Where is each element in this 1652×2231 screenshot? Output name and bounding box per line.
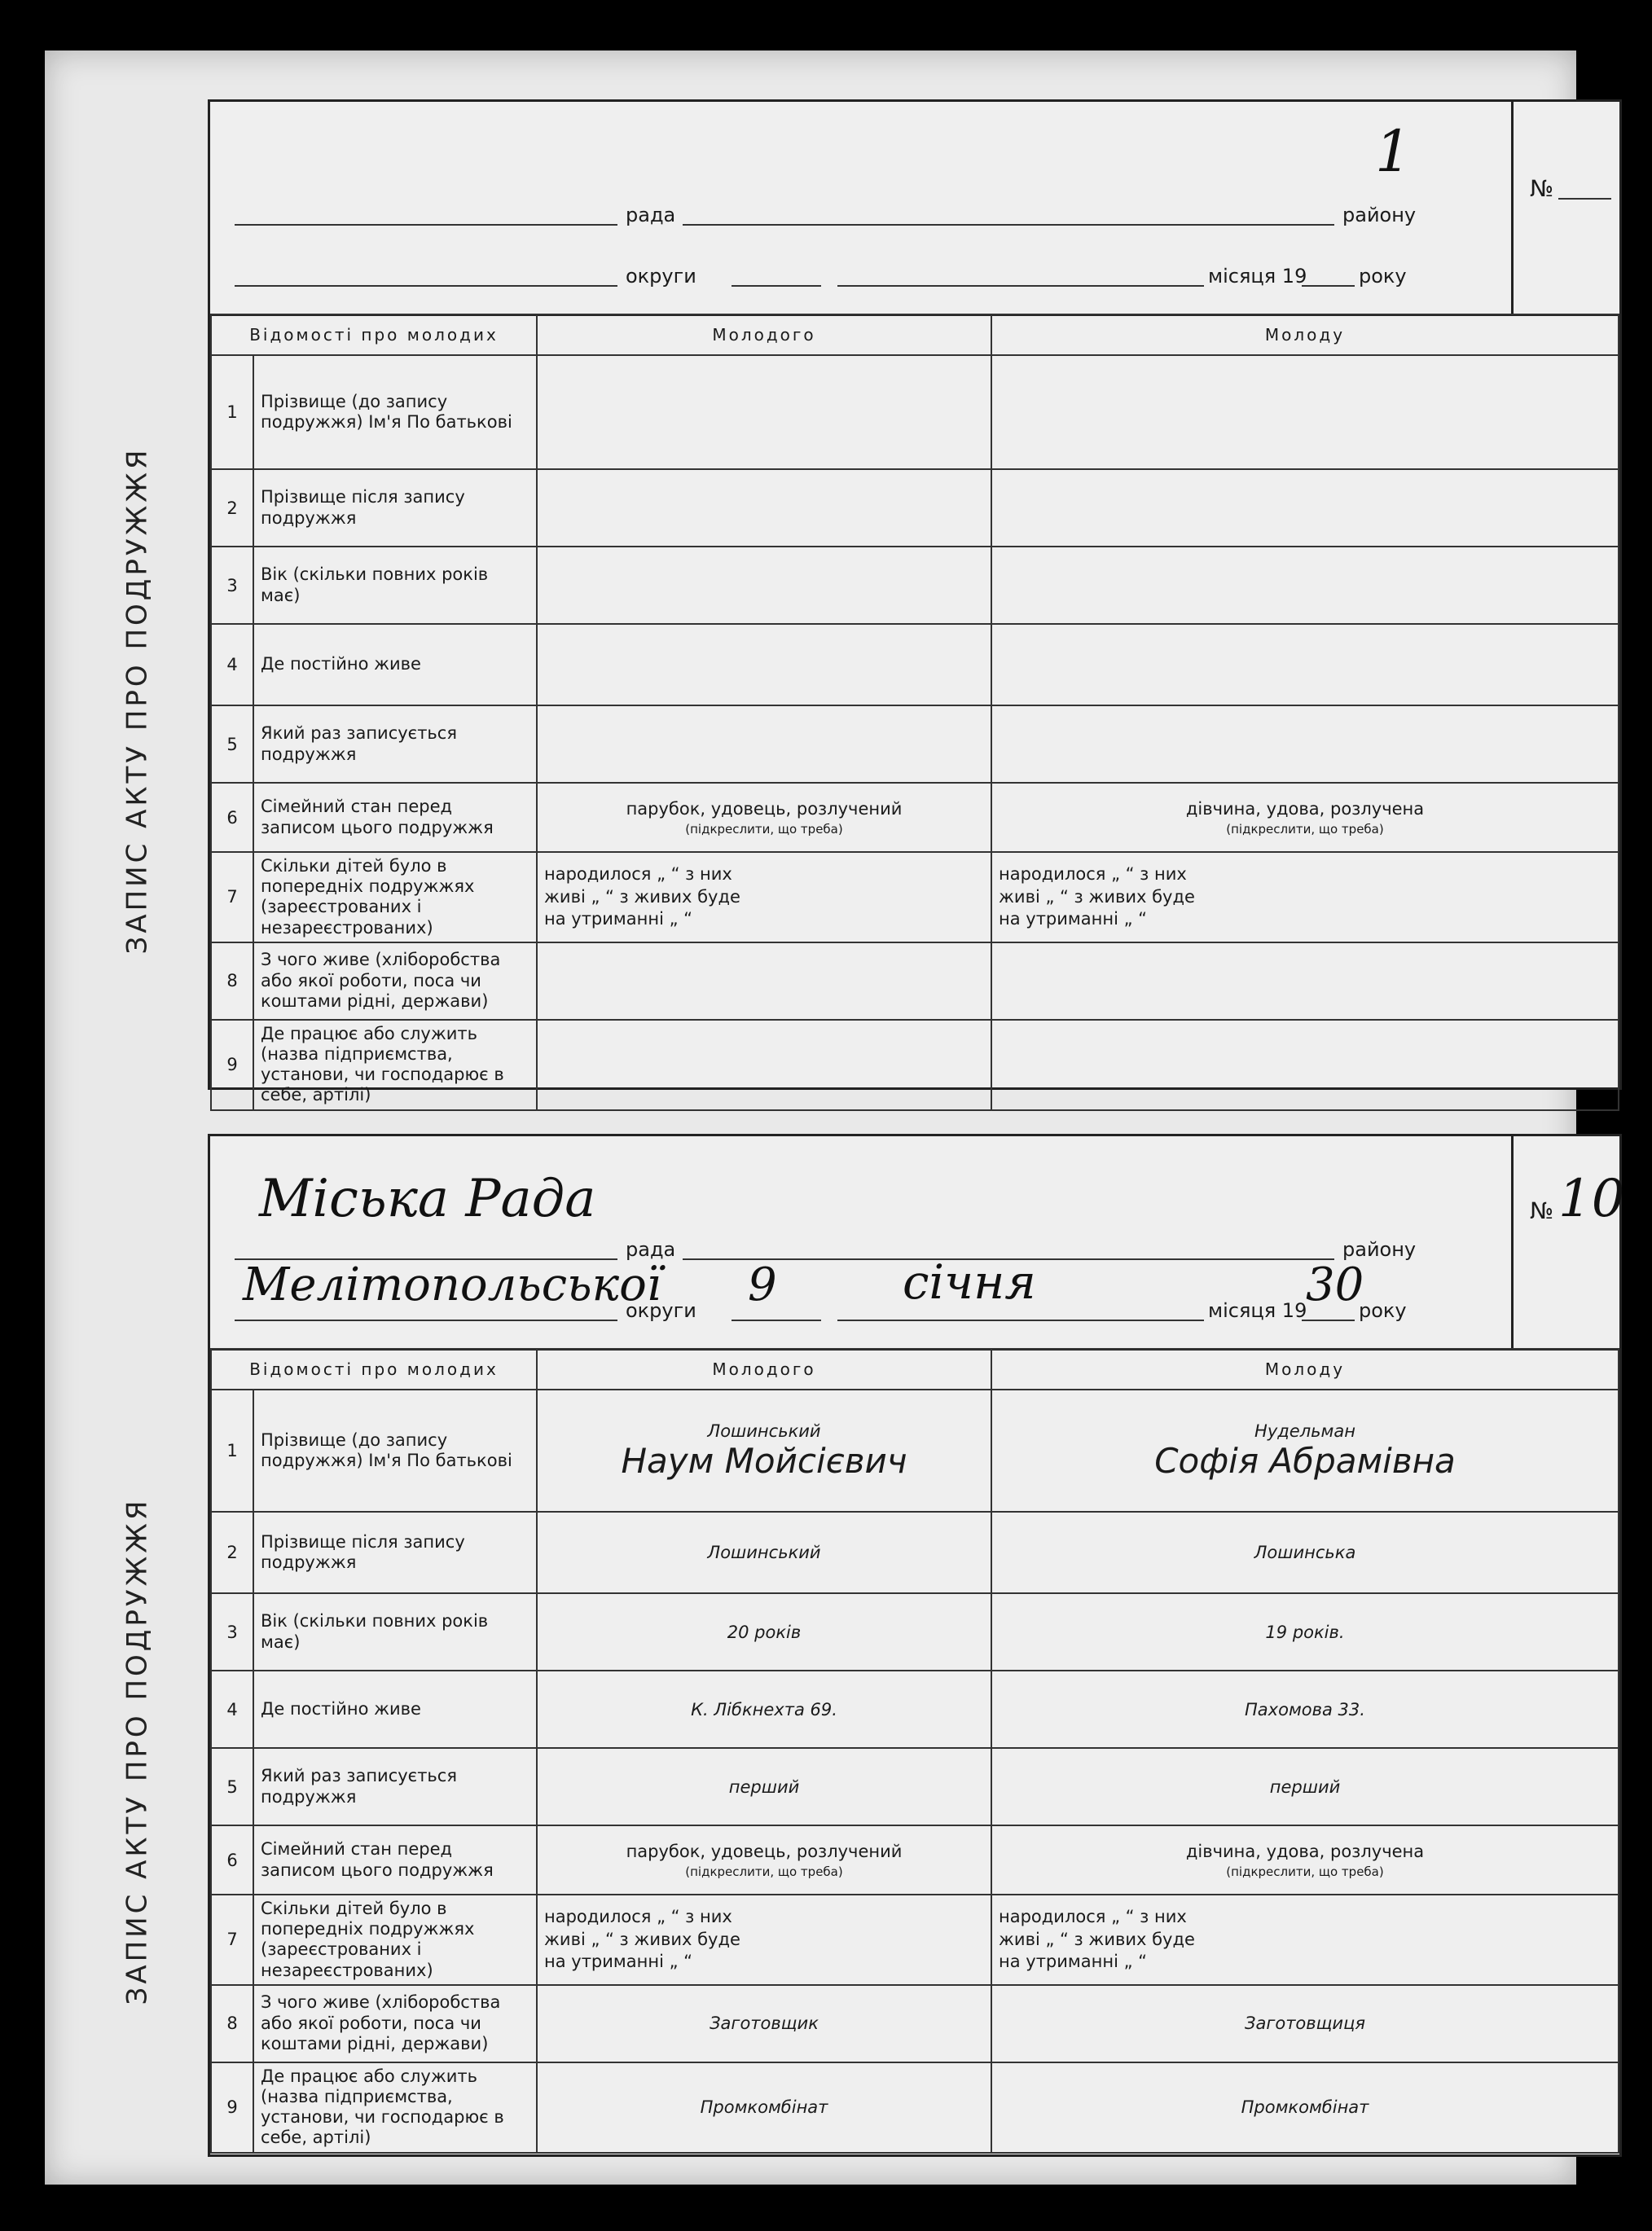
handwritten-year: 30 (1306, 1258, 1364, 1311)
col-groom: Молодого (537, 314, 991, 355)
table-row: 1 Прізвище (до запису подружжя) Ім'я По батькові Лошинський Наум Мойсієвич Нудельман Софія Абрамівна (211, 1390, 1619, 1512)
table-row: 7 Скільки дітей було в попередніх подружжях (зареєстрованих і незареєстрованих) народилося „ “ з них живі „ “ з живих буде на утриманні „ “ народилося „ “ з них живі „ “ з живих буде на утриманні „ “ (211, 1895, 1619, 1985)
document-page (45, 51, 1625, 2185)
record-table (210, 314, 1619, 1111)
table-row: 9 Де працює або служить (назва підприємства, установи, чи господарює в себе, артілі) (211, 1020, 1619, 1110)
col-info: Відомості про молодих (211, 314, 537, 355)
number-label: № (1530, 1197, 1554, 1224)
okruhy-label: округи (626, 1299, 696, 1322)
bride-address: Пахомова 33. (991, 1671, 1619, 1748)
bride-name-cell (991, 1390, 1619, 1512)
roku-label: року (1359, 265, 1407, 288)
number-label: № (1530, 175, 1554, 202)
bride-occupation: Заготовщиця (991, 1985, 1619, 2062)
groom-name-cell (537, 1390, 991, 1512)
handwritten-day: 9 (748, 1258, 777, 1311)
month-label: місяця 19 (1208, 1299, 1307, 1322)
groom-marriage-count: перший (537, 1748, 991, 1825)
groom-workplace: Промкомбінат (537, 2062, 991, 2153)
bride-surname-after: Лошинська (991, 1512, 1619, 1593)
table-row: 6 Сімейний стан перед записом цього подружжя парубок, удовець, розлучений (підкреслити, що треба) дівчина, удова, розлучена (підкреслити, що треба) (211, 783, 1619, 852)
table-row: 2 Прізвище після запису подружжя (211, 469, 1619, 547)
table-row: 8 З чого живе (хліборобства або якої роботи, поса чи коштами рідні, держави) Заготовщик Заготовщиця (211, 1985, 1619, 2062)
table-row: 4 Де постійно живе К. Лібкнехта 69. Пахомова 33. (211, 1671, 1619, 1748)
table-row: 1 Прізвище (до запису подружжя) Ім'я По батькові (211, 355, 1619, 469)
bride-name: Софія Абрамівна (1154, 1440, 1456, 1481)
okruhy-label: округи (626, 265, 696, 288)
marriage-record-form-filled (121, 1134, 1625, 2157)
handwritten-page-number: 1 (1375, 118, 1412, 185)
raionu-label: району (1342, 204, 1417, 226)
bride-marriage-count: перший (991, 1748, 1619, 1825)
table-row: 3 Вік (скільки повних років має) (211, 547, 1619, 624)
handwritten-rada: Міська Рада (259, 1169, 596, 1229)
record-number-box (1511, 1136, 1625, 1348)
table-row: 3 Вік (скільки повних років має) 20 років 19 років. (211, 1593, 1619, 1671)
col-bride: Молоду (991, 1349, 1619, 1390)
table-row: 6 Сімейний стан перед записом цього подружжя парубок, удовець, розлучений (підкреслити, що треба) дівчина, удова, розлучена (підкреслити, що треба) (211, 1825, 1619, 1895)
table-row: 9 Де працює або служить (назва підприємства, установи, чи господарює в себе, артілі) Промкомбінат Промкомбінат (211, 2062, 1619, 2153)
col-info: Відомості про молодих (211, 1349, 537, 1390)
table-row: 7 Скільки дітей було в попередніх подружжях (зареєстрованих і незареєстрованих) народилося „ “ з них живі „ “ з живих буде на утриманні „ “ народилося „ “ з них живі „ “ з живих буде на утриманні „ “ (211, 852, 1619, 942)
table-row: 5 Який раз записується подружжя перший перший (211, 1748, 1619, 1825)
record-number-box (1511, 102, 1619, 314)
groom-surname: Лошинський (707, 1421, 821, 1441)
bride-workplace: Промкомбінат (991, 2062, 1619, 2153)
groom-occupation: Заготовщик (537, 1985, 991, 2062)
col-groom: Молодого (537, 1349, 991, 1390)
groom-age: 20 років (537, 1593, 991, 1671)
handwritten-record-number: 10 (1558, 1169, 1625, 1229)
table-row: 8 З чого живе (хліборобства або якої роботи, поса чи коштами рідні, держави) (211, 942, 1619, 1020)
form-header (210, 1136, 1625, 1350)
table-row: 4 Де постійно живе (211, 624, 1619, 705)
groom-surname-after: Лошинський (537, 1512, 991, 1593)
rada-label: рада (626, 204, 676, 226)
month-label: місяця 19 (1208, 265, 1307, 288)
side-title: ЗАПИС АКТУ ПРО ПОДРУЖЖЯ (121, 446, 154, 955)
col-bride: Молоду (991, 314, 1619, 355)
roku-label: року (1359, 1299, 1407, 1322)
form-header (210, 102, 1619, 316)
handwritten-okruh: Мелітопольської (243, 1258, 661, 1311)
handwritten-month: січня (903, 1254, 1036, 1310)
bride-surname: Нудельман (1254, 1421, 1355, 1441)
table-row: 2 Прізвище після запису подружжя Лошинський Лошинська (211, 1512, 1619, 1593)
bride-age: 19 років. (991, 1593, 1619, 1671)
rada-label: рада (626, 1238, 676, 1261)
side-title: ЗАПИС АКТУ ПРО ПОДРУЖЖЯ (121, 1497, 154, 2005)
raionu-label: району (1342, 1238, 1417, 1261)
table-row: 5 Який раз записується подружжя (211, 705, 1619, 783)
record-table (210, 1348, 1619, 2154)
marriage-record-form-blank (121, 99, 1622, 1105)
groom-address: К. Лібкнехта 69. (537, 1671, 991, 1748)
groom-name: Наум Мойсієвич (621, 1440, 907, 1481)
